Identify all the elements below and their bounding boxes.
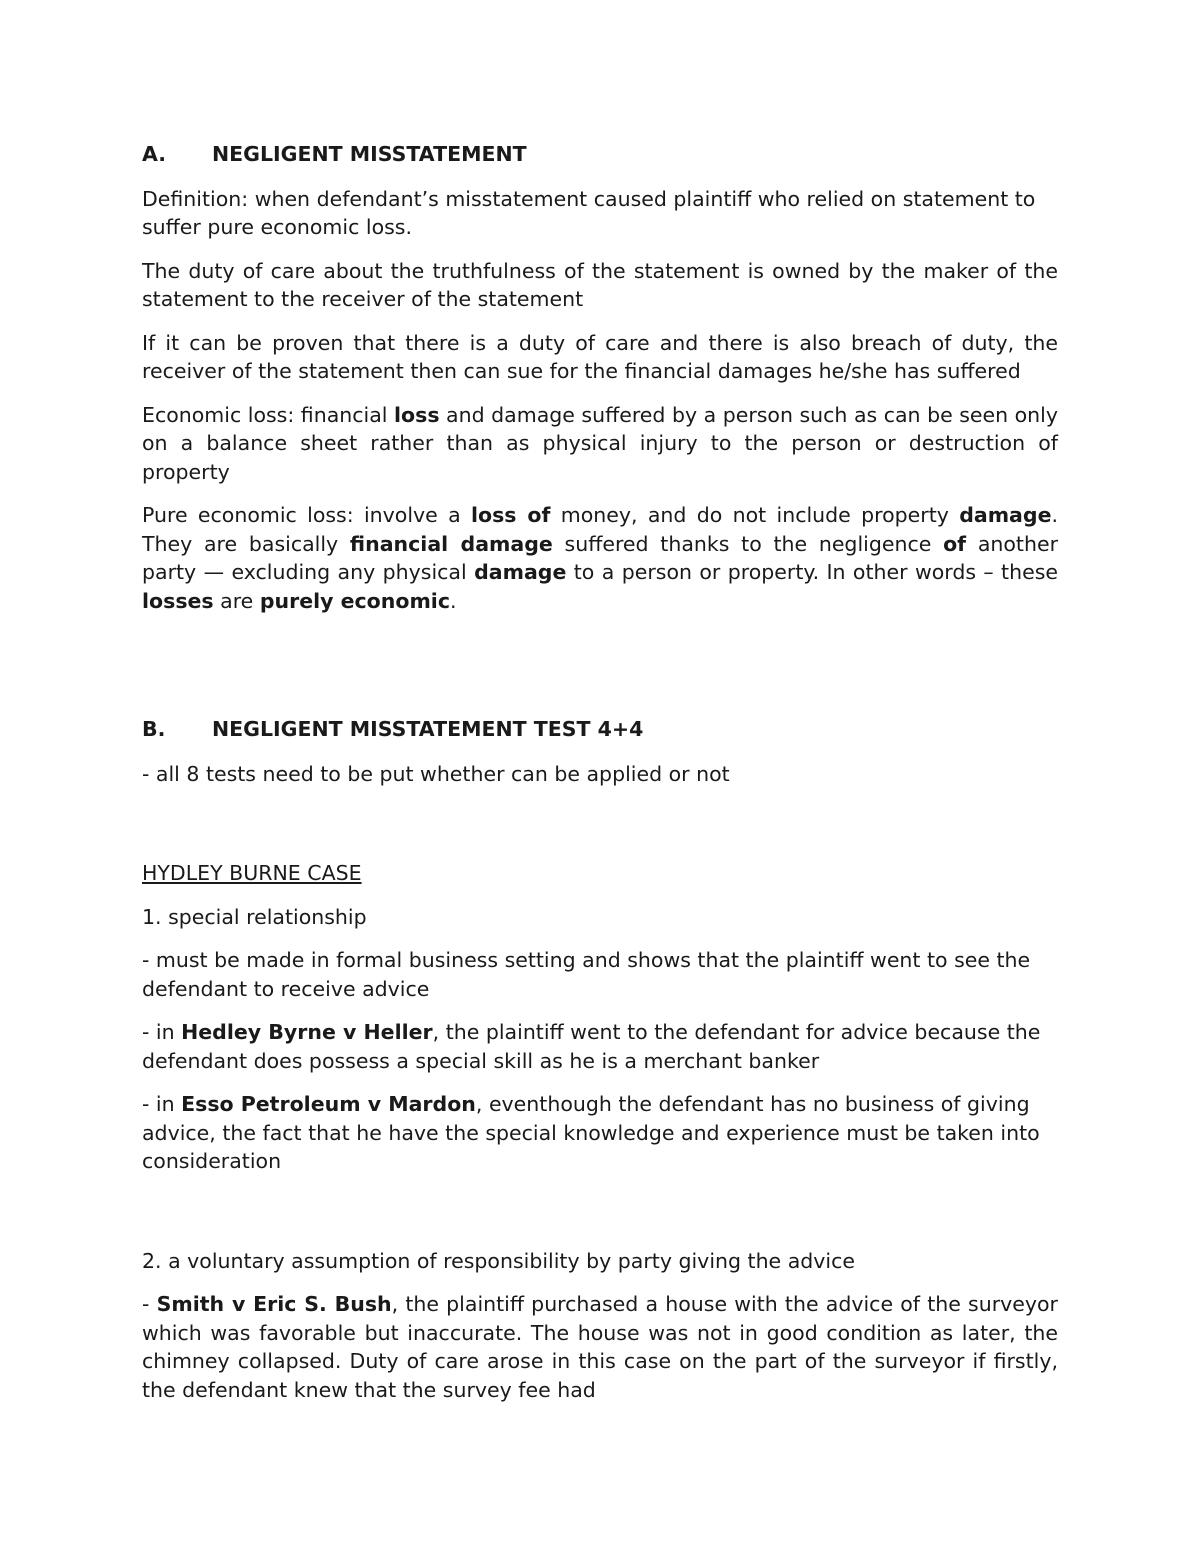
text-run: Economic loss: financial: [142, 402, 395, 427]
test-1-point-1: - must be made in formal business setting and shows that the plaintiff went to see the defendant to receive advice: [142, 948, 1031, 1001]
spacer: [142, 1191, 1058, 1247]
test-1-point-3: [142, 1090, 1058, 1176]
bold-term: loss: [394, 402, 440, 427]
tests-note: - all 8 tests need to be put whether can be applied or not: [142, 761, 730, 786]
test-1-point-2: [142, 1018, 1058, 1075]
bold-term: loss of: [470, 503, 551, 527]
bold-term: losses: [142, 588, 214, 613]
section-b-title: NEGLIGENT MISSTATEMENT TEST 4+4: [212, 717, 644, 741]
document-body: [142, 140, 1058, 1419]
case-name: Hedley Byrne v Heller: [181, 1020, 433, 1044]
text-run: and damage suffered by a person such as can be seen only on a balance sheet rather than as physical injury to the person or destruction of property: [142, 402, 1059, 484]
proven-paragraph: If it can be proven that there is a duty of care and there is also breach of duty, the receiver of the statement then can sue for the financial damages he/she has suffered: [142, 330, 1058, 383]
text-run: , the plaintiff went to the defendant for advice because the defendant does possess a special skill as he is a merchant banker: [142, 1020, 1041, 1073]
economic-loss-paragraph: [142, 401, 1058, 487]
text-run: -: [142, 1292, 157, 1316]
section-a-number: A.: [142, 142, 167, 166]
section-b-number: B.: [142, 717, 166, 741]
pure-economic-loss-paragraph: [142, 501, 1058, 615]
case-title: HYDLEY BURNE CASE: [142, 861, 362, 885]
bold-term: damage: [474, 560, 567, 584]
text-run: to a person or property. In other words – these: [566, 560, 1058, 584]
bold-term: purely economic: [259, 588, 450, 613]
text-run: .: [449, 588, 457, 613]
case-name: Smith v Eric S. Bush: [156, 1292, 392, 1316]
text-run: Pure economic loss: involve a: [142, 503, 471, 527]
section-a-heading: [142, 140, 1058, 169]
bold-term: financial damage: [349, 531, 553, 556]
test-1-heading: 1. special relationship: [142, 904, 367, 929]
duty-of-care-paragraph: The duty of care about the truthfulness of the statement is owned by the maker of the statement to the receiver of the statement: [142, 258, 1058, 311]
section-a-title: NEGLIGENT MISSTATEMENT: [212, 142, 527, 166]
text-run: . They are basically: [142, 503, 1058, 556]
spacer: [142, 630, 1058, 715]
case-name: Esso Petroleum v Mardon: [181, 1092, 476, 1116]
text-run: , eventhough the defendant has no business of giving advice, the fact that he have the special knowledge and experience must be taken into consideration: [142, 1092, 1040, 1173]
bold-term: damage: [959, 503, 1052, 527]
text-run: another party — excluding any physical: [142, 531, 1058, 584]
text-run: are: [213, 588, 260, 613]
text-run: suffered thanks to the negligence: [552, 531, 944, 556]
section-b-heading: [142, 715, 1058, 744]
spacer: [142, 803, 1058, 859]
test-2-heading: 2. a voluntary assumption of responsibility by party giving the advice: [142, 1248, 855, 1273]
bold-term: of: [943, 531, 967, 556]
test-2-point-1: [142, 1290, 1058, 1404]
text-run: money, and do not include property: [550, 503, 960, 527]
text-run: - in: [142, 1020, 182, 1044]
definition-paragraph: Definition: when defendant’s misstatement caused plaintiff who relied on statement to suffer pure economic loss.: [142, 186, 1036, 239]
text-run: , the plaintiff purchased a house with the advice of the surveyor which was favorable but inaccurate. The house was not in good condition as later, the chimney collapsed. Duty of care arose in this case on the part of the surveyor if firstly, the defendant knew that the survey fee had: [142, 1292, 1058, 1402]
text-run: - in: [142, 1092, 182, 1116]
